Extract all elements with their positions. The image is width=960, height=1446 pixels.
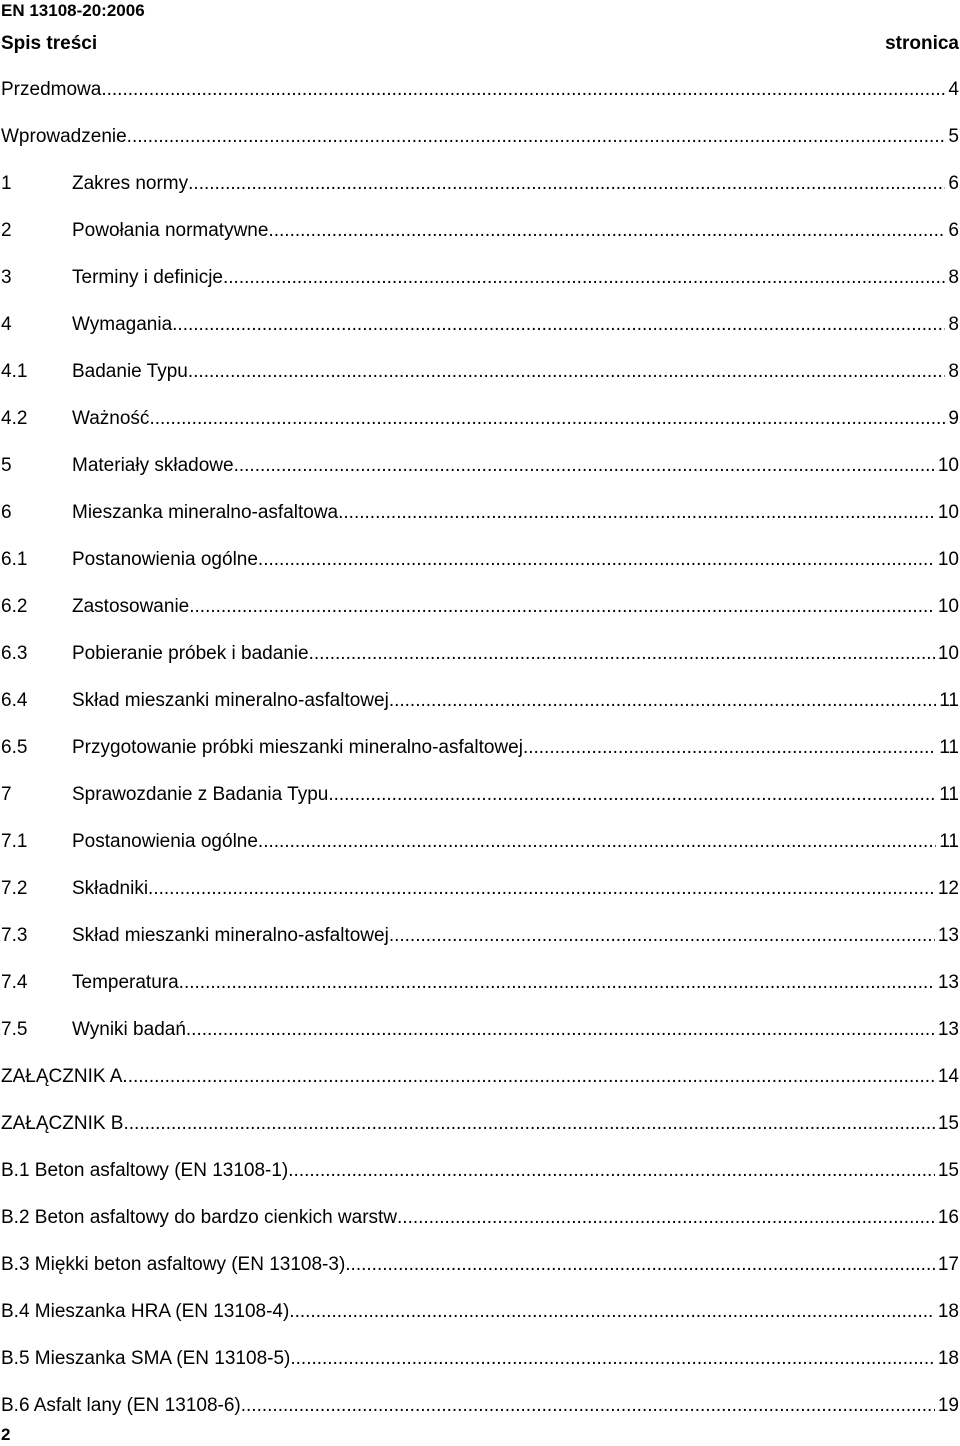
- toc-entry[interactable]: [1, 313, 959, 360]
- dot-leader: [258, 548, 935, 572]
- toc-entry-number: 7.3: [1, 925, 28, 946]
- toc-entry-number: 7: [1, 784, 12, 805]
- toc-entry-label: [1, 1347, 935, 1371]
- toc-entry-label: [1, 1300, 935, 1324]
- toc-entry[interactable]: [1, 454, 959, 501]
- toc-entry-page: 10: [935, 548, 959, 572]
- toc-entry-page: 10: [935, 501, 959, 525]
- toc-entry[interactable]: [1, 783, 959, 830]
- toc-entry-page: 9: [945, 407, 959, 431]
- toc-entry-number: 6: [1, 502, 12, 523]
- dot-leader: [309, 642, 935, 666]
- toc-entry-page: 5: [945, 125, 959, 149]
- toc-entry-title: Postanowienia ogólne: [72, 549, 258, 570]
- dot-leader: [123, 1112, 934, 1136]
- toc-entry-title: Pobieranie próbek i badanie: [72, 643, 309, 664]
- dot-leader: [101, 78, 945, 102]
- toc-entry-number: 7.5: [1, 1019, 28, 1040]
- toc-entry-number: 4: [1, 314, 12, 335]
- toc-entry-title: B.3 Miękki beton asfaltowy (EN 13108-3): [1, 1254, 346, 1275]
- toc-entry[interactable]: [1, 172, 959, 219]
- toc-entry-title: Terminy i definicje: [72, 267, 223, 288]
- toc-entry-page: 11: [936, 830, 959, 854]
- toc-entry-title: Przygotowanie próbki mieszanki mineralno-asfaltowej: [72, 737, 523, 758]
- toc-entry-label: [72, 877, 935, 901]
- toc-entry-title: Zakres normy: [72, 173, 189, 194]
- dot-leader: [345, 1253, 935, 1277]
- toc-entry[interactable]: [1, 407, 959, 454]
- toc-entry-page: 8: [945, 266, 959, 290]
- toc-entry-page: 13: [935, 971, 959, 995]
- toc-entry-number: 2: [1, 220, 12, 241]
- toc-entry-label: [1, 1159, 935, 1183]
- toc-entry[interactable]: [1, 595, 959, 642]
- toc-entry-label: [72, 642, 935, 666]
- toc-entry[interactable]: [1, 830, 959, 877]
- toc-entry-number: 4.1: [1, 361, 28, 382]
- dot-leader: [389, 924, 935, 948]
- dot-leader: [122, 1065, 934, 1089]
- toc-entry-page: 15: [935, 1112, 959, 1136]
- toc-entry-page: 17: [935, 1253, 959, 1277]
- toc-entry-number: 7.4: [1, 972, 28, 993]
- dot-leader: [188, 360, 946, 384]
- toc-entry[interactable]: [1, 971, 959, 1018]
- toc-entry[interactable]: [1, 689, 959, 736]
- dot-leader: [397, 1206, 935, 1230]
- toc-entry-title: Sprawozdanie z Badania Typu: [72, 784, 329, 805]
- dot-leader: [186, 1018, 935, 1042]
- toc-entry-title: B.5 Mieszanka SMA (EN 13108-5): [1, 1348, 291, 1369]
- toc-entry-page: 15: [935, 1159, 959, 1183]
- toc-header: [1, 31, 959, 57]
- toc-entry-label: [1, 1253, 935, 1277]
- toc-entry-page: 11: [936, 783, 959, 807]
- toc-entry-page: 10: [935, 642, 959, 666]
- toc-entry-title: Powołania normatywne: [72, 220, 269, 241]
- toc-entry-number: 1: [1, 173, 12, 194]
- toc-entry-number: 5: [1, 455, 12, 476]
- toc-entry-page: 16: [935, 1206, 959, 1230]
- toc-entry[interactable]: [1, 1018, 959, 1065]
- toc-entry-page: 8: [945, 360, 959, 384]
- toc-entry[interactable]: [1, 125, 959, 172]
- toc-entry-number: 6.3: [1, 643, 28, 664]
- toc-entry-label: [72, 313, 945, 337]
- toc-entry[interactable]: [1, 219, 959, 266]
- toc-entry[interactable]: [1, 736, 959, 783]
- toc-entry-number: 6.5: [1, 737, 28, 758]
- toc-entry-page: 6: [945, 172, 959, 196]
- dot-leader: [189, 595, 935, 619]
- toc-entry-page: 13: [935, 1018, 959, 1042]
- toc-entry-title: Przedmowa: [1, 79, 102, 100]
- toc-entry-page: 4: [945, 78, 959, 102]
- dot-leader: [241, 1394, 935, 1418]
- toc-entry-label: [72, 407, 945, 431]
- toc-entry-label: [1, 1065, 935, 1089]
- toc-entry-number: 7.1: [1, 831, 28, 852]
- dot-leader: [149, 407, 945, 431]
- dot-leader: [328, 783, 936, 807]
- toc-entry-label: [72, 971, 935, 995]
- toc-entry-label: [72, 266, 945, 290]
- toc-entry-page: 8: [945, 313, 959, 337]
- toc-entry-title: B.2 Beton asfaltowy do bardzo cienkich warstw: [1, 1207, 398, 1228]
- toc-entry-title: B.6 Asfalt lany (EN 13108-6): [1, 1395, 241, 1416]
- toc-entry-title: B.1 Beton asfaltowy (EN 13108-1): [1, 1160, 289, 1181]
- toc-entry-title: Wprowadzenie: [1, 126, 127, 147]
- dot-leader: [127, 125, 946, 149]
- toc-entry-label: [1, 1394, 935, 1418]
- toc-entry[interactable]: [1, 1065, 959, 1112]
- toc-entry[interactable]: [1, 1394, 959, 1441]
- toc-entry-number: 4.2: [1, 408, 28, 429]
- toc-entry[interactable]: [1, 1206, 959, 1253]
- toc-entry-label: [72, 501, 935, 525]
- toc-entry-title: Wymagania: [72, 314, 173, 335]
- toc-entry-number: 6.2: [1, 596, 28, 617]
- toc-entry-label: [1, 125, 945, 149]
- toc-entry-title: Skład mieszanki mineralno-asfaltowej: [72, 690, 389, 711]
- dot-leader: [258, 830, 936, 854]
- toc-entry-label: [1, 78, 945, 102]
- toc-entry-label: [72, 595, 935, 619]
- toc-entry[interactable]: [1, 266, 959, 313]
- dot-leader: [148, 877, 935, 901]
- dot-leader: [288, 1159, 935, 1183]
- toc-entry-label: [1, 1206, 935, 1230]
- toc-entry-title: Wyniki badań: [72, 1019, 186, 1040]
- toc-entry-title: B.4 Mieszanka HRA (EN 13108-4): [1, 1301, 290, 1322]
- toc-entry-label: [72, 924, 935, 948]
- toc-entry-label: [72, 830, 936, 854]
- toc-entry-label: [1, 1112, 935, 1136]
- toc-entry-title: Składniki: [72, 878, 149, 899]
- toc-entry[interactable]: [1, 877, 959, 924]
- dot-leader: [338, 501, 935, 525]
- dot-leader: [179, 971, 935, 995]
- toc-entry-number: 7.2: [1, 878, 28, 899]
- toc-entry[interactable]: [1, 1112, 959, 1159]
- toc-entry-number: 3: [1, 267, 12, 288]
- toc-entry-title: Badanie Typu: [72, 361, 188, 382]
- toc-entry-page: 10: [935, 595, 959, 619]
- dot-leader: [290, 1347, 935, 1371]
- toc-entry-label: [72, 454, 935, 478]
- toc-entry-label: [72, 689, 936, 713]
- toc-entry[interactable]: [1, 924, 959, 971]
- toc-entry[interactable]: [1, 548, 959, 595]
- page-column-label: stronica: [885, 33, 959, 54]
- dot-leader: [268, 219, 945, 243]
- toc-entry-page: 13: [935, 924, 959, 948]
- toc-entry-label: [72, 360, 945, 384]
- dot-leader: [523, 736, 936, 760]
- dot-leader: [389, 689, 936, 713]
- toc-entry-title: ZAŁĄCZNIK B: [1, 1113, 124, 1134]
- toc-entry-title: ZAŁĄCZNIK A: [1, 1066, 123, 1087]
- toc-entry-label: [72, 219, 945, 243]
- dot-leader: [234, 454, 935, 478]
- toc-entry-label: [72, 783, 936, 807]
- toc-entry-page: 11: [936, 689, 959, 713]
- toc-entry-label: [72, 548, 935, 572]
- toc-entry-page: 19: [935, 1394, 959, 1418]
- dot-leader: [223, 266, 945, 290]
- toc-entry-page: 12: [935, 877, 959, 901]
- toc-entry-title: Zastosowanie: [72, 596, 190, 617]
- toc-entry[interactable]: [1, 1347, 959, 1394]
- toc-entry[interactable]: [1, 78, 959, 125]
- page-number: 2: [1, 1425, 11, 1444]
- toc-heading: Spis treści: [1, 33, 98, 54]
- dot-leader: [172, 313, 945, 337]
- toc-entry-title: Mieszanka mineralno-asfaltowa: [72, 502, 339, 523]
- dot-leader: [188, 172, 945, 196]
- toc-entry[interactable]: [1, 1300, 959, 1347]
- toc-entry-title: Postanowienia ogólne: [72, 831, 258, 852]
- toc-entry-page: 18: [935, 1347, 959, 1371]
- toc-entry-label: [72, 736, 936, 760]
- dot-leader: [289, 1300, 935, 1324]
- toc-entry-label: [72, 172, 945, 196]
- toc-entry-page: 10: [935, 454, 959, 478]
- toc-entry[interactable]: [1, 501, 959, 548]
- table-of-contents: [1, 78, 959, 1441]
- toc-entry-title: Temperatura: [72, 972, 179, 993]
- toc-entry-label: [72, 1018, 935, 1042]
- toc-entry-number: 6.1: [1, 549, 28, 570]
- toc-entry[interactable]: [1, 360, 959, 407]
- toc-entry[interactable]: [1, 1159, 959, 1206]
- toc-entry[interactable]: [1, 642, 959, 689]
- toc-entry-title: Skład mieszanki mineralno-asfaltowej: [72, 925, 389, 946]
- toc-entry-page: 6: [945, 219, 959, 243]
- toc-entry-title: Ważność: [72, 408, 150, 429]
- toc-entry-title: Materiały składowe: [72, 455, 234, 476]
- toc-entry-page: 14: [935, 1065, 959, 1089]
- toc-entry[interactable]: [1, 1253, 959, 1300]
- toc-entry-page: 11: [936, 736, 959, 760]
- toc-entry-page: 18: [935, 1300, 959, 1324]
- document-id: EN 13108-20:2006: [1, 1, 145, 20]
- toc-entry-number: 6.4: [1, 690, 28, 711]
